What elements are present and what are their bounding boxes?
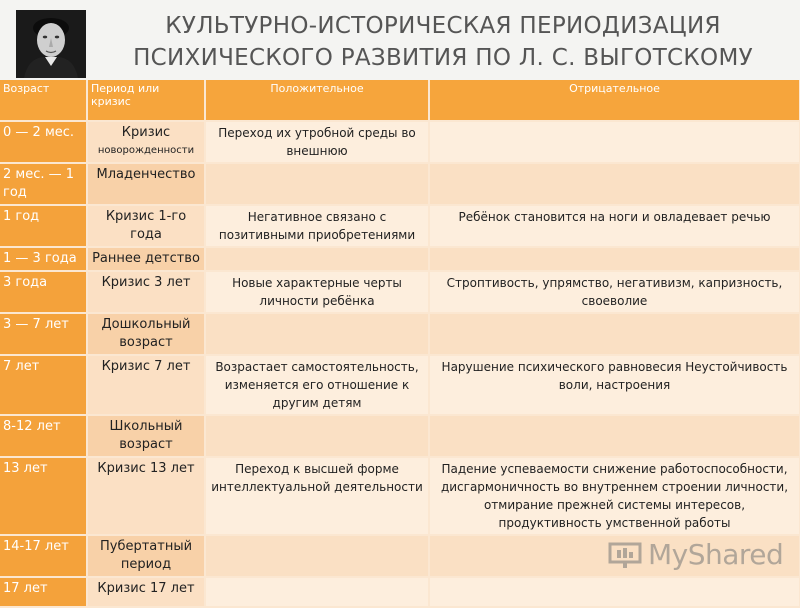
page-title <box>98 10 788 74</box>
portrait-image <box>16 10 86 78</box>
header-age: Возраст <box>0 80 87 121</box>
age-cell: 13 лет <box>0 457 87 535</box>
age-cell: 1 год <box>0 205 87 247</box>
period-cell: Младенчество <box>87 163 205 205</box>
positive-cell <box>205 163 429 205</box>
table-row <box>0 313 800 355</box>
title-line-2: ПСИХИЧЕСКОГО РАЗВИТИЯ ПО Л. С. ВЫГОТСКОМУ <box>133 45 753 71</box>
positive-cell <box>205 577 429 607</box>
period-cell: Пубертатный период <box>87 535 205 577</box>
period-cell: Школьный возраст <box>87 415 205 457</box>
table-header-row <box>0 80 800 121</box>
positive-cell <box>205 535 429 577</box>
table-row <box>0 577 800 607</box>
period-cell: Дошкольный возраст <box>87 313 205 355</box>
period-cell: Кризис 3 лет <box>87 271 205 313</box>
negative-cell: Падение успеваемости снижение работоспособности, дисгармоничность во внутреннем строении личности, отмирание прежней системы интересов, продуктивность умственной работы <box>429 457 800 535</box>
period-cell <box>87 121 205 163</box>
positive-cell: Переход к высшей форме интеллектуальной деятельности <box>205 457 429 535</box>
period-sub-label: новорожденности <box>97 145 195 156</box>
negative-cell: Строптивость, упрямство, негативизм, капризность, своеволие <box>429 271 800 313</box>
negative-cell <box>429 163 800 205</box>
positive-cell <box>205 247 429 271</box>
negative-cell: Ребёнок становится на ноги и овладевает речью <box>429 205 800 247</box>
positive-cell: Переход их утробной среды во внешнюю <box>205 121 429 163</box>
age-cell: 17 лет <box>0 577 87 607</box>
age-cell: 2 мес. — 1 год <box>0 163 87 205</box>
age-cell: 0 — 2 мес. <box>0 121 87 163</box>
period-label: Кризис <box>121 125 171 140</box>
myshared-watermark <box>608 538 783 571</box>
table-row <box>0 121 800 163</box>
negative-cell <box>429 247 800 271</box>
negative-cell: Нарушение психического равновесия Неустойчивость воли, настроения <box>429 355 800 415</box>
positive-cell <box>205 415 429 457</box>
age-cell: 14-17 лет <box>0 535 87 577</box>
period-cell: Кризис 17 лет <box>87 577 205 607</box>
age-cell: 7 лет <box>0 355 87 415</box>
table-row <box>0 163 800 205</box>
table-row <box>0 205 800 247</box>
period-cell: Раннее детство <box>87 247 205 271</box>
portrait-drawing <box>16 10 86 78</box>
positive-cell: Новые характерные черты личности ребёнка <box>205 271 429 313</box>
periodization-table <box>0 80 800 608</box>
period-cell: Кризис 13 лет <box>87 457 205 535</box>
negative-cell <box>429 577 800 607</box>
presentation-icon <box>608 540 642 570</box>
title-line-1: КУЛЬТУРНО-ИСТОРИЧЕСКАЯ ПЕРИОДИЗАЦИЯ <box>165 13 721 39</box>
table-row <box>0 271 800 313</box>
table-row <box>0 355 800 415</box>
negative-cell <box>429 313 800 355</box>
age-cell: 3 года <box>0 271 87 313</box>
watermark-text: MyShared <box>648 538 784 571</box>
age-cell: 1 — 3 года <box>0 247 87 271</box>
header-negative: Отрицательное <box>429 80 800 121</box>
period-cell: Кризис 1-го года <box>87 205 205 247</box>
table-row <box>0 415 800 457</box>
negative-cell <box>429 415 800 457</box>
header-period: Период или кризис <box>87 80 205 121</box>
table-row <box>0 247 800 271</box>
positive-cell <box>205 313 429 355</box>
header-positive: Положительное <box>205 80 429 121</box>
age-cell: 8-12 лет <box>0 415 87 457</box>
table-row <box>0 457 800 535</box>
age-cell: 3 — 7 лет <box>0 313 87 355</box>
positive-cell: Негативное связано с позитивными приобретениями <box>205 205 429 247</box>
period-cell: Кризис 7 лет <box>87 355 205 415</box>
negative-cell <box>429 121 800 163</box>
positive-cell: Возрастает самостоятельность, изменяется его отношение к другим детям <box>205 355 429 415</box>
